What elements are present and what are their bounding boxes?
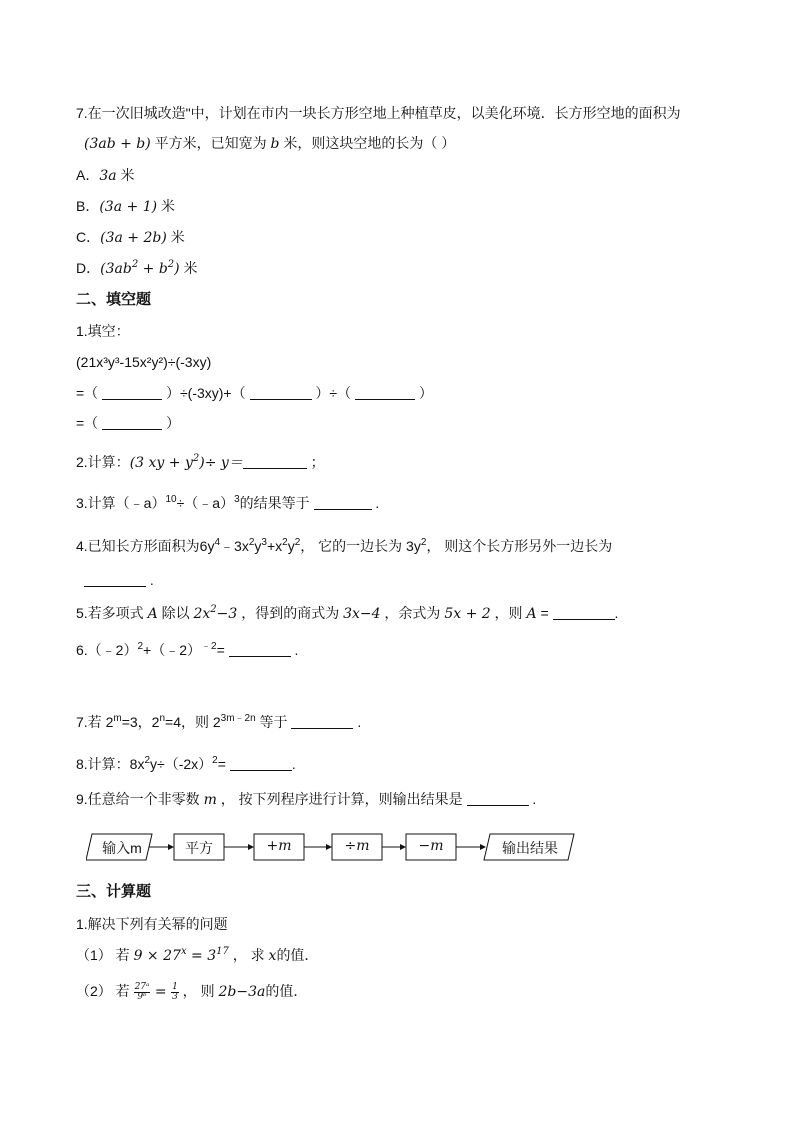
option-d-math-pre: (3ab xyxy=(100,261,132,277)
s2-q4-end: . xyxy=(146,572,154,588)
option-d-math xyxy=(100,261,180,277)
s3-part1 xyxy=(76,946,318,965)
s3-p2-num2: 1 xyxy=(172,981,178,992)
s3-p2-c: 的值． xyxy=(265,983,308,999)
s2-q9-b: ， 按下列程序进行计算，则输出结果是 xyxy=(216,791,467,807)
q7-width-variable: b xyxy=(270,136,280,152)
s2-q5-divisor-sup: 2 xyxy=(210,604,217,615)
s2-q4-sup4: 2 xyxy=(282,537,288,548)
option-a-math: 3a xyxy=(99,168,117,184)
answer-blank[interactable] xyxy=(467,791,529,806)
s2-q7-end: . xyxy=(353,714,362,730)
s2-q4-e: y xyxy=(287,538,295,554)
s2-q4-sup2: 2 xyxy=(248,537,255,548)
option-b-math: (3a + 1) xyxy=(99,199,158,215)
s2-q6 xyxy=(76,641,298,659)
s2-q1-line3-b: ） xyxy=(162,415,180,431)
q7-stem-text3: 米，则这块空地的长为（ ） xyxy=(279,135,456,151)
s2-q3 xyxy=(76,494,379,512)
answer-blank[interactable] xyxy=(250,385,312,400)
s2-q2-end: ； xyxy=(306,454,325,470)
s2-q5-c: ，得到的商式为 xyxy=(237,605,344,621)
s2-q9-end: . xyxy=(528,791,537,807)
answer-blank[interactable] xyxy=(553,605,615,620)
s2-q8-sup2: 2 xyxy=(212,755,218,766)
s2-q5-quotient: 3x−4 xyxy=(343,606,381,622)
s2-q4-answer-line xyxy=(84,571,154,589)
answer-blank[interactable] xyxy=(230,756,292,771)
s2-q7-sup2: n xyxy=(159,713,166,724)
s2-q7-a: 7.若 2 xyxy=(76,714,114,730)
s2-q8 xyxy=(76,755,296,773)
answer-blank[interactable] xyxy=(355,385,415,400)
q7-stem-text2: 平方米，已知宽为 xyxy=(150,135,271,151)
answer-blank[interactable] xyxy=(102,385,162,400)
s2-q6-c: = xyxy=(216,642,229,658)
answer-blank[interactable] xyxy=(102,415,162,430)
q7-option-b[interactable] xyxy=(76,197,175,216)
s2-q4-sup3: 3 xyxy=(261,537,267,548)
s2-q7-sup3: 3m﹣2n xyxy=(220,713,256,724)
flow-step2-label: +m xyxy=(266,838,292,854)
s2-q6-sup1: 2 xyxy=(137,641,144,652)
s2-q8-sup1: 2 xyxy=(144,755,151,766)
answer-blank[interactable] xyxy=(229,642,291,657)
program-flowchart xyxy=(86,832,586,864)
q7-stem-line2 xyxy=(84,134,455,153)
s2-q4-b: ﹣3x xyxy=(220,538,249,554)
s2-q3-end: . xyxy=(371,495,380,511)
s2-q7-sup1: m xyxy=(113,713,122,724)
option-b-label: B． xyxy=(76,198,100,214)
s3-p2-expr: 2b−3a xyxy=(218,984,266,1000)
s2-q6-a: 6.（﹣2） xyxy=(76,642,138,658)
s2-q5-f: = xyxy=(536,605,553,621)
flow-step1-label: 平方 xyxy=(185,840,213,856)
flow-step3-label: ÷m xyxy=(344,838,370,854)
s2-q3-sup1: 10 xyxy=(165,494,177,505)
s2-q7-b: =3，2 xyxy=(121,714,160,730)
s2-q2-math: (3 xy + y xyxy=(129,455,193,471)
s2-q1-line2-b: ）÷(-3xy)+（ xyxy=(162,385,250,401)
s2-q7 xyxy=(76,713,361,731)
s2-q6-end: . xyxy=(290,642,299,658)
s3-p1-b: ， 求 xyxy=(228,947,269,963)
s3-p1-sup2: 17 xyxy=(216,946,229,957)
answer-blank[interactable] xyxy=(291,714,353,729)
s3-p2-fraction-right xyxy=(171,983,179,1002)
option-c-unit: 米 xyxy=(166,229,185,245)
s3-p1-sup1: x xyxy=(180,946,187,957)
s2-q4-sup6: 2 xyxy=(420,537,427,548)
s2-q8-c: = xyxy=(217,756,230,772)
option-d-math-post: ) xyxy=(174,261,180,277)
s3-p1-eq: = 3 xyxy=(186,948,217,964)
s3-p2-a: （2） 若 xyxy=(76,983,134,999)
s2-q4-sup1: 4 xyxy=(214,537,221,548)
s2-q4-c: y xyxy=(254,538,262,554)
s2-q4-f: ， 它的一边长为 3y xyxy=(300,538,421,554)
option-d-sup2: 2 xyxy=(167,259,175,270)
s2-q3-c: 的结果等于 xyxy=(239,495,314,511)
s3-p1-var-x: x xyxy=(268,948,277,964)
s2-q2-math-end: )÷ y＝ xyxy=(199,455,243,471)
option-a-label: A． xyxy=(76,167,100,183)
option-d-label: D． xyxy=(76,260,101,276)
s2-q1-line2-a: =（ xyxy=(76,385,103,401)
s3-p2-num: 27ᵃ xyxy=(134,981,150,992)
s2-q5-e: ，则 xyxy=(490,605,527,621)
s3-part2 xyxy=(76,982,307,1002)
s2-q4-d: +x xyxy=(266,538,283,554)
s2-q7-d: 等于 xyxy=(255,714,292,730)
s2-q8-end: . xyxy=(291,756,296,772)
s2-q9-a: 9.任意给一个非零数 xyxy=(76,791,204,807)
flow-step4-label: −m xyxy=(418,838,444,854)
s2-q3-a: 3.计算（﹣a） xyxy=(76,495,166,511)
s2-q4-g: ， 则这个长方形另外一边长为 xyxy=(426,538,613,554)
s2-q5 xyxy=(76,604,618,623)
q7-option-c[interactable] xyxy=(76,228,185,247)
q7-option-d[interactable] xyxy=(76,259,198,278)
s2-q4-a: 4.已知长方形面积为6y xyxy=(76,538,215,554)
s3-p1-a: （1） 若 xyxy=(76,947,134,963)
option-d-math-mid: + b xyxy=(138,261,168,277)
s2-q6-sup2: ﹣2 xyxy=(201,641,217,652)
s2-q3-b: ÷（﹣a） xyxy=(176,495,235,511)
q7-option-a[interactable] xyxy=(76,166,135,185)
s2-q2-sup: 2 xyxy=(192,453,200,464)
flow-output-label: 输出结果 xyxy=(502,840,558,856)
s2-q1-expression: (21x³y³-15x²y²)÷(-3xy) xyxy=(76,354,212,370)
s2-q5-var-a: A xyxy=(147,606,158,622)
answer-blank[interactable] xyxy=(243,454,307,469)
s2-q8-a: 8.计算：8x xyxy=(76,756,145,772)
s2-q1-line2-d: ） xyxy=(414,385,433,401)
s2-q2-label: 2.计算： xyxy=(76,454,130,470)
option-d-unit: 米 xyxy=(179,260,198,276)
option-b-unit: 米 xyxy=(157,198,175,214)
s2-q1-line2-c: ）÷（ xyxy=(311,385,355,401)
s3-p2-den2: 3 xyxy=(172,991,178,1002)
section-3-title: 三、计算题 xyxy=(76,883,152,900)
s3-q1-label: 1.解决下列有关幂的问题 xyxy=(76,916,228,932)
s2-q5-remainder: 5x + 2 xyxy=(444,606,491,622)
answer-blank[interactable] xyxy=(314,495,372,510)
q7-area-expression: (3ab + b) xyxy=(84,136,151,152)
s2-q9 xyxy=(76,790,536,809)
s3-p2-eq: = xyxy=(150,984,172,1000)
s2-q9-var-m: m xyxy=(203,792,217,808)
s2-q1-line3-a: =（ xyxy=(76,415,103,431)
s2-q6-b: +（﹣2） xyxy=(143,642,201,658)
option-c-math: (3a + 2b) xyxy=(100,230,167,246)
q7-stem-text: 7.在一次旧城改造"中，计划在市内一块长方形空地上种植草皮，以美化环境．长方形空地的面积为 xyxy=(76,105,681,121)
s2-q8-b: y÷（-2x） xyxy=(150,756,213,772)
s2-q5-b: 除以 xyxy=(157,605,194,621)
s3-p2-fraction-left xyxy=(134,983,151,1002)
s2-q5-end: . xyxy=(614,605,619,621)
answer-blank[interactable] xyxy=(84,572,146,587)
s2-q3-sup2: 3 xyxy=(234,494,240,505)
s2-q4 xyxy=(76,537,612,555)
s2-q5-divisor: 2x xyxy=(193,606,211,622)
section-2-title: 二、填空题 xyxy=(76,291,152,308)
s3-p2-den: 9ᵇ xyxy=(137,991,147,1002)
flow-input-label: 输入m xyxy=(102,840,142,856)
s2-q5-d: ，余式为 xyxy=(380,605,445,621)
s2-q4-sup5: 2 xyxy=(294,537,301,548)
s2-q5-var-a2: A xyxy=(526,606,537,622)
s2-q1-line2 xyxy=(76,384,433,402)
option-c-label: C． xyxy=(76,229,101,245)
s2-q1-label: 1.填空： xyxy=(76,323,130,339)
s2-q7-c: =4，则 2 xyxy=(165,714,221,730)
q7-stem-line1 xyxy=(76,104,681,122)
s2-q5-divisor-end: −3 xyxy=(216,606,238,622)
s2-q5-a: 5.若多项式 xyxy=(76,605,148,621)
s3-p1-expr: 9 × 27 xyxy=(133,948,181,964)
option-d-sup1: 2 xyxy=(131,259,139,270)
s2-q1-line3 xyxy=(76,414,180,432)
option-a-unit: 米 xyxy=(116,167,135,183)
s3-p1-c: 的值． xyxy=(276,947,319,963)
s3-p2-b: ， 则 xyxy=(178,983,219,999)
s2-q2 xyxy=(76,453,325,472)
